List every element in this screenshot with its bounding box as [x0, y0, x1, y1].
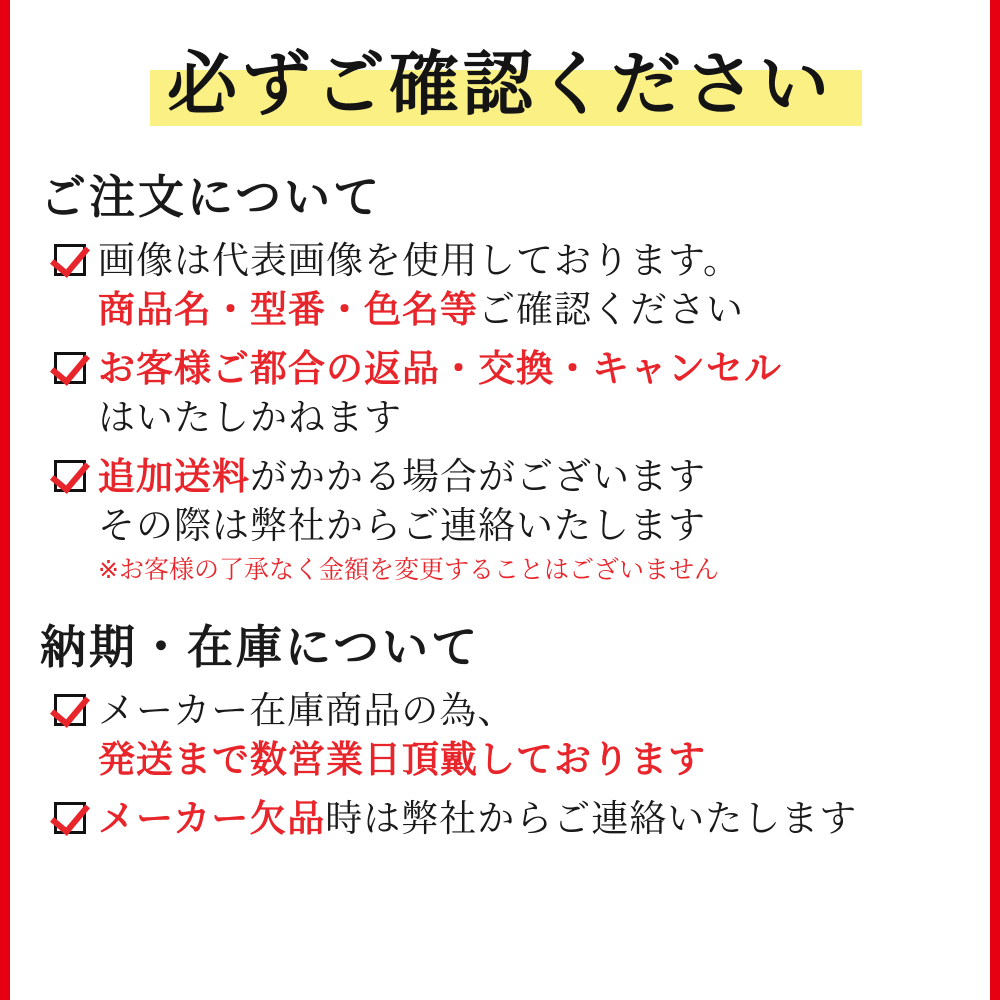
- list-item-text: [98, 236, 990, 334]
- list-item: [54, 344, 990, 442]
- list-item: [54, 686, 990, 784]
- emphasis-text: メーカー欠品: [98, 797, 326, 840]
- list-item-text: [98, 794, 990, 843]
- checkbox-checked-icon: [54, 460, 92, 498]
- list-item-line-tail: がかかる場合がございます: [250, 455, 706, 498]
- list-item-line: お客様ご都合の返品・交換・キャンセル: [98, 347, 782, 390]
- list-item-line-tail: ご確認ください: [478, 288, 744, 331]
- list-item: [54, 236, 990, 334]
- list-item: [54, 794, 990, 843]
- list-item-line: 画像は代表画像を使用しております。: [98, 239, 742, 282]
- list-item-line: はいたしかねます: [98, 396, 402, 439]
- emphasis-text: 商品名・型番・色名等: [98, 288, 478, 331]
- list-item-line-tail: 時は弊社からご連絡いたします: [325, 797, 858, 840]
- list-item-line: [98, 452, 990, 501]
- checkbox-checked-icon: [54, 694, 92, 732]
- page-title: [10, 34, 990, 142]
- list-item-text: [98, 686, 990, 784]
- section-heading-delivery: 納期・在庫について: [40, 620, 481, 674]
- list-item-line: [98, 794, 990, 843]
- section-heading-orders: ご注文について: [40, 170, 383, 224]
- title-text: 必ずご確認ください: [167, 43, 833, 125]
- list-item-line: その際は弊社からご連絡いたします: [98, 504, 706, 547]
- right-red-border: [990, 0, 1000, 1000]
- checkbox-checked-icon: [54, 802, 92, 840]
- list-item-text: [98, 344, 990, 442]
- checkbox-checked-icon: [54, 352, 92, 390]
- list-item-line: メーカー在庫商品の為、: [98, 689, 516, 732]
- checkbox-checked-icon: [54, 244, 92, 282]
- list-item-note: ※お客様の了承なく金額を変更することはございません: [98, 555, 719, 584]
- list-item-text: [98, 452, 990, 588]
- left-red-border: [0, 0, 10, 1000]
- list-item: [54, 452, 990, 588]
- list-item-line: 発送まで数営業日頂戴しております: [98, 738, 706, 781]
- emphasis-text: 追加送料: [98, 455, 250, 498]
- list-item-line: [98, 285, 990, 334]
- notice-page: [10, 0, 990, 1000]
